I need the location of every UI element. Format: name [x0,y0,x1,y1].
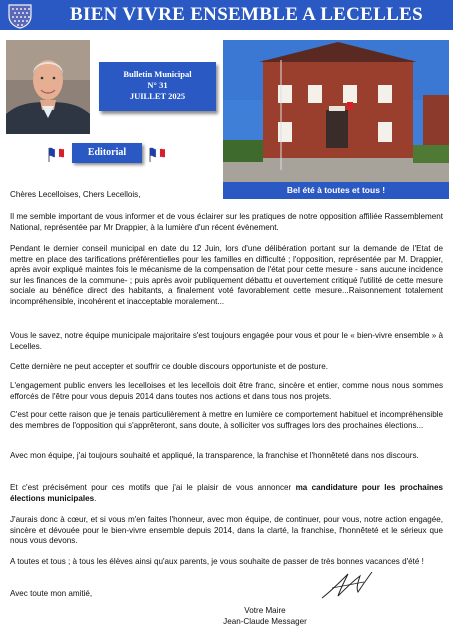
page-title: BIEN VIVRE ENSEMBLE A LECELLES [70,4,423,25]
paragraph: J'aurais donc à cœur, et si vous m'en faites l'honneur, avec mon équipe, de continuer, pour vous, notre action engagée, sincère et dévouée pour le bien-vivre ensemble depuis 2014, dans la clarté, la franchise, l'honnêteté et le sérieux que nous vous devons. [10,515,443,545]
signature-block [205,606,325,627]
editorial-label: Editorial [72,143,142,163]
bulletin-title: Bulletin Municipal [123,69,192,79]
paragraph: Il me semble important de vous informer et de vous éclairer sur les pratiques de notre opposition affiliée Rassemblement National, représentée par Mr Drappier, à la lumière d'un récent évènement. [10,212,443,232]
paragraph: C'est pour cette raison que je tenais particulièrement à mettre en lumière ce comportement habituel et incompréhensible des membres de l'opposition qui s'apprêteront, sans doute, à solliciter vos suffrages lors des prochaines élections... [10,410,443,430]
mayor-portrait [6,40,90,134]
paragraph: Pendant le dernier conseil municipal en date du 12 Juin, lors d'une délibération portant sur la demande de l'Etat de mettre en place des tarifications préférentielles pour les familles en difficulté ; l'opposition, représentée par M. Drappier, après avoir expliqué maintes fois le mécanisme de la compensation de l'état pour cette mesure - sans aucune incidence sur les finances de la commune- ; puis après avoir publiquement débattu et ouvertement critiqué l'utilité de cette mesure sociale au bénéfice direct des habitants, a finalement voté favorablement cette mesure...Raisonnement totalement incompréhensible, incohérent et inacceptable moralement... [10,244,443,306]
closing-line: Avec toute mon amitié, [10,589,93,598]
paragraph: Vous le savez, notre équipe municipale majoritaire s'est toujours engagée pour vous et pour le « bien-vivre ensemble » à Lecelles. [10,331,443,351]
signature-name: Jean-Claude Messager [223,616,307,626]
header-banner [0,0,453,30]
paragraph: A toutes et tous ; à tous les élèves ainsi qu'aux parents, je vous souhaite de passer de très bonnes vacances d'été ! [10,557,424,566]
french-flag-icon [148,146,166,162]
paragraph: Avec mon équipe, j'ai toujours souhaité et appliqué, la transparence, la franchise et l'honnêteté dans nos discours. [10,451,419,460]
bulletin-number: N° 31 [147,80,168,90]
french-flag-icon [47,146,65,162]
photo-caption: Bel été à toutes et tous ! [223,182,449,199]
bulletin-info-box [99,62,216,111]
paragraph: Cette dernière ne peut accepter et souffrir ce double discours opportuniste et de posture. [10,362,328,371]
paragraph: L'engagement public envers les lecelloises et les lecellois doit être franc, sincère et entier, comme nous nous sommes efforcés de l'être pour vous depuis 2014 dans toutes nos actions et dans tous nos projets. [10,381,443,401]
town-hall-photo [223,40,449,182]
coat-of-arms-icon [7,3,33,29]
candidacy-highlight: ma candidature pour les prochaines élections municipales [10,483,444,503]
candidacy-paragraph: Et c'est précisément pour ces motifs que j'ai le plaisir de vous annoncer ma candidature pour les prochaines élections municipales. [10,483,444,503]
handwritten-signature [318,568,376,602]
bulletin-date: JUILLET 2025 [129,91,186,101]
signature-role: Votre Maire [244,606,286,615]
salutation: Chères Lecelloises, Chers Lecellois, [10,190,141,199]
